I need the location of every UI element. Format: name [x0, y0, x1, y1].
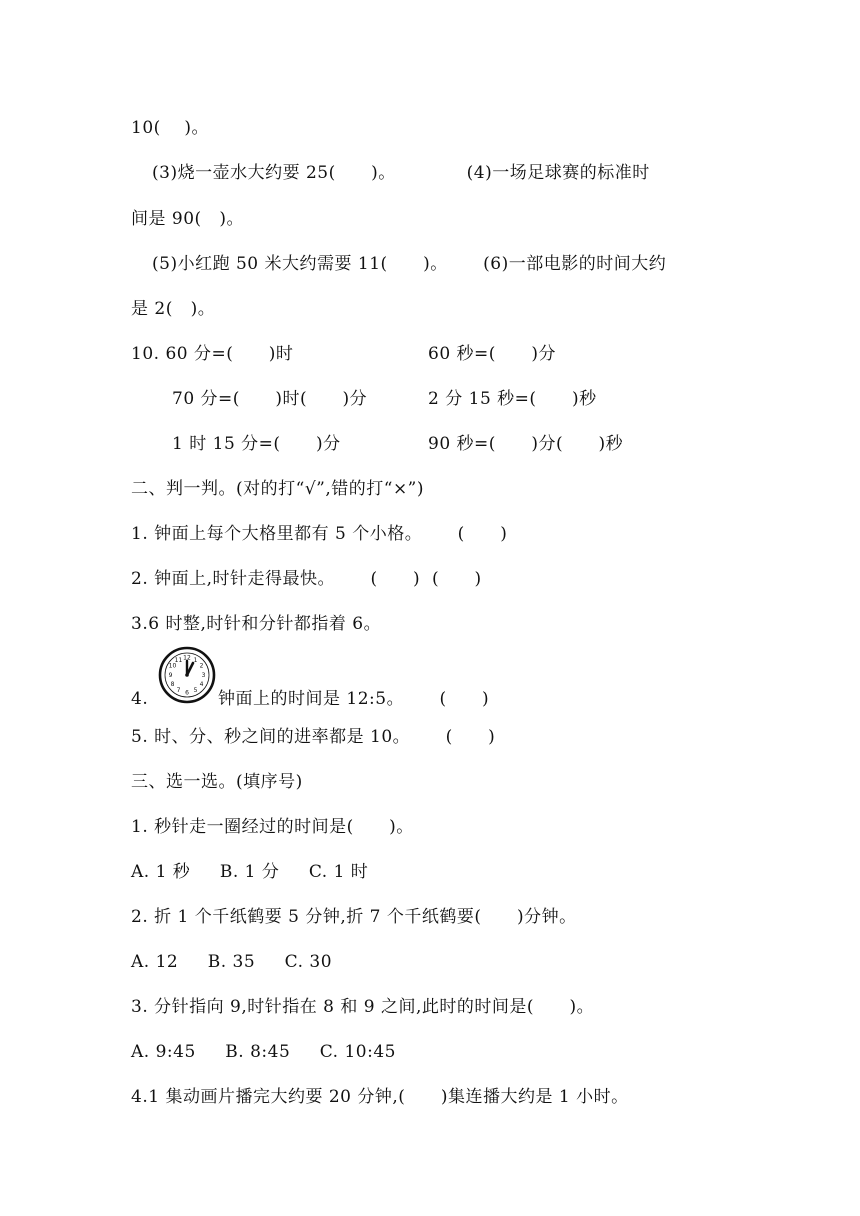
svg-text:8: 8	[170, 681, 175, 688]
section3-heading: 三、选一选。(填序号)	[131, 772, 303, 792]
svg-text:4: 4	[199, 681, 204, 688]
section3-q2-options: A. 12 B. 35 C. 30	[131, 952, 333, 972]
section3-q3: 3. 分针指向 9,时针指在 8 和 9 之间,此时的时间是( )。	[131, 997, 595, 1017]
section3-q1-options: A. 1 秒 B. 1 分 C. 1 时	[131, 862, 369, 882]
section3-q3-options: A. 9:45 B. 8:45 C. 10:45	[131, 1042, 396, 1062]
section3-q1: 1. 秒针走一圈经过的时间是( )。	[131, 817, 414, 837]
svg-text:12: 12	[183, 654, 191, 662]
item-4-continued: 间是 90( )。	[131, 209, 245, 229]
svg-text:9: 9	[168, 672, 173, 679]
q10-row3-right: 90 秒=( )分( )秒	[428, 434, 624, 454]
svg-text:7: 7	[176, 687, 181, 694]
svg-text:6: 6	[185, 689, 189, 697]
section2-q4-text: 钟面上的时间是 12:5。 ( )	[218, 689, 490, 709]
item-6-continued: 是 2( )。	[131, 299, 216, 319]
svg-text:1: 1	[193, 656, 198, 664]
item-5-6: (5)小红跑 50 米大约需要 11( )。 (6)一部电影的时间大约	[152, 254, 667, 274]
section3-q4: 4.1 集动画片播完大约要 20 分钟,( )集连播大约是 1 小时。	[131, 1087, 629, 1107]
svg-text:10: 10	[168, 662, 177, 670]
section2-q5: 5. 时、分、秒之间的进率都是 10。 ( )	[131, 727, 496, 747]
section3-q2: 2. 折 1 个千纸鹤要 5 分钟,折 7 个千纸鹤要( )分钟。	[131, 907, 577, 927]
section2-q1: 1. 钟面上每个大格里都有 5 个小格。 ( )	[131, 524, 508, 544]
section2-heading: 二、判一判。(对的打“√”,错的打“×”)	[131, 479, 425, 499]
line-10-blank: 10( )。	[131, 118, 210, 138]
svg-text:3: 3	[201, 672, 206, 679]
q10-row2-left: 70 分=( )时( )分	[172, 389, 368, 409]
q10-row1-left: 10. 60 分=( )时	[131, 344, 294, 364]
clock-icon	[158, 646, 216, 704]
q10-row2-right: 2 分 15 秒=( )秒	[428, 389, 597, 409]
svg-text:5: 5	[193, 687, 198, 694]
section2-q3: 3.6 时整,时针和分针都指着 6。	[131, 614, 382, 634]
section2-q2: 2. 钟面上,时针走得最快。 ( ) ( )	[131, 569, 482, 589]
svg-text:2: 2	[199, 662, 204, 670]
section2-q4-number: 4.	[131, 689, 149, 709]
item-3-4: (3)烧一壶水大约要 25( )。 (4)一场足球赛的标准时	[152, 163, 650, 183]
svg-text:11: 11	[174, 656, 183, 664]
q10-row1-right: 60 秒=( )分	[428, 344, 556, 364]
q10-row3-left: 1 时 15 分=( )分	[172, 434, 341, 454]
